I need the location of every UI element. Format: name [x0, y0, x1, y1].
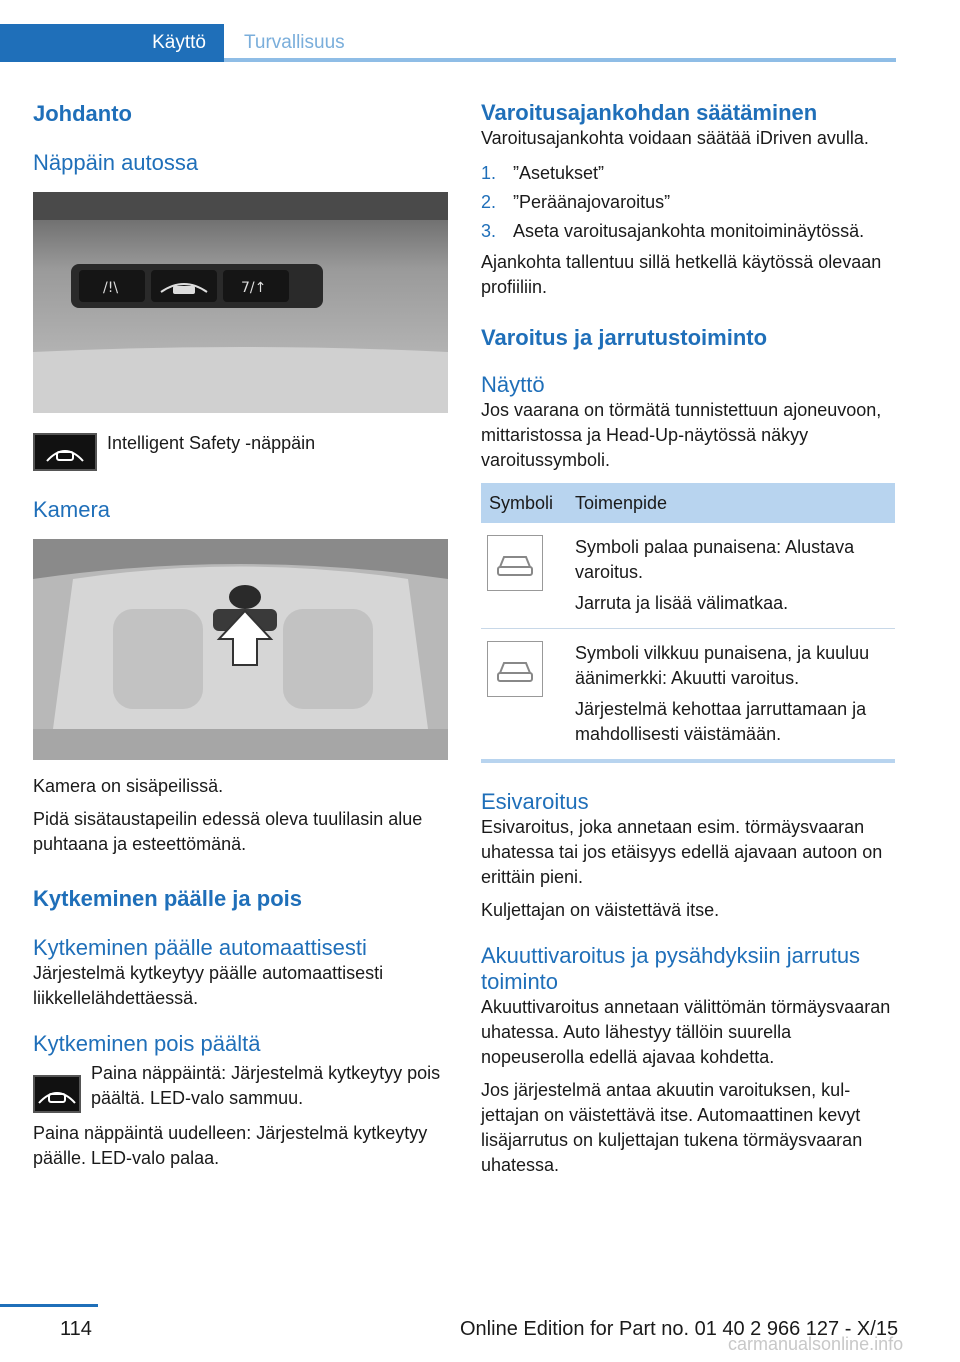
- on-again-text: Paina näppäintä uudelleen: Järjestelmä kytkeytyy päälle. LED-valo palaa.: [33, 1123, 428, 1168]
- symbol-table: [481, 483, 895, 759]
- profile-save-text: Ajankohta tallentuu sillä hetkellä käytössä olevaan profiiliin.: [481, 252, 882, 297]
- step-item: 2. ”Peräänajovaroitus”: [481, 192, 671, 212]
- settings-steps: [481, 161, 895, 244]
- edition-text: Online Edition for Part no. 01 40 2 966 127 - X/15: [460, 1318, 899, 1340]
- row2-text-2: Järjestelmä kehottaa jarruttamaan ja mahdollisesti väistämään.: [575, 699, 867, 744]
- watermark: carmanualsonline.info: [728, 1334, 904, 1354]
- camera-location-text: Kamera on sisäpeilissä.: [33, 776, 224, 796]
- row1-text-1: Symboli palaa punaisena: Alustava varoitus.: [575, 537, 855, 582]
- svg-text:7/↑: 7/↑: [241, 280, 267, 296]
- heading-akuuttivaroitus: Akuuttivaroitus ja pysähdyksiin jarrutus toiminto: [481, 943, 861, 994]
- intelligent-safety-icon: [33, 1075, 81, 1113]
- col-symboli: Symboli: [481, 483, 567, 523]
- heading-naytto: Näyttö: [481, 372, 545, 397]
- car-warning-icon: [487, 641, 543, 697]
- pre-warning-text: Esivaroitus, joka annetaan esim. törmäysvaaran uhatessa tai jos etäisyys edellä ajavaan autoon on erittäin pieni.: [481, 817, 883, 887]
- right-column: [481, 100, 895, 1178]
- off-caption: Paina näppäintä: Järjestelmä kytkeytyy pois päältä. LED-valo sammuu.: [91, 1063, 441, 1108]
- col-toimenpide: Toimenpide: [567, 483, 895, 523]
- table-bottom-rule: [481, 759, 895, 763]
- left-column: [33, 100, 448, 1171]
- step-item: 1. ”Asetukset”: [481, 163, 605, 183]
- tab-kaytto-label: Käyttö: [152, 32, 206, 53]
- row2-text-1: Symboli vilkkuu punaisena, ja kuuluu äänimerkki: Akuutti varoitus.: [575, 643, 870, 688]
- button-caption-row: [33, 433, 448, 471]
- heading-varoitus-jarrutus: Varoitus ja jarrutustoiminto: [481, 325, 768, 350]
- car-warning-icon: [487, 535, 543, 591]
- camera-keep-clean-text: Pidä sisätaustapeilin edessä oleva tuulilasin alue puhtaana ja esteettömänä.: [33, 809, 423, 854]
- header-divider: [224, 58, 896, 62]
- heading-kytkeminen: Kytkeminen päälle ja pois: [33, 886, 302, 911]
- step-item: 3. Aseta varoitusajankohta monitoiminäytössä.: [481, 221, 865, 241]
- chapter-header: [0, 24, 960, 62]
- button-panel-photo: [33, 192, 448, 413]
- heading-automaattisesti: Kytkeminen päälle automaattisesti: [33, 935, 367, 960]
- table-header-row: [481, 483, 895, 523]
- footer-rule: [0, 1304, 98, 1307]
- heading-varoitusajankohta: Varoitusajankohdan säätäminen: [481, 100, 818, 125]
- display-text: Jos vaarana on törmätä tunnistettuun ajoneuvoon, mittaristossa ja Head-Up-näytössä näkyy varoitussymboli.: [481, 400, 882, 470]
- heading-pois-paalta: Kytkeminen pois päältä: [33, 1031, 261, 1056]
- table-row: [481, 523, 895, 629]
- off-caption-row: [33, 1061, 448, 1113]
- heading-johdanto: Johdanto: [33, 101, 132, 126]
- svg-text:/!\: /!\: [103, 280, 119, 296]
- pre-warning-driver-text: Kuljettajan on väistettävä itse.: [481, 900, 720, 920]
- row1-text-2: Jarruta ja lisää välimatkaa.: [575, 593, 789, 613]
- acute-warning-text: Akuuttivaroitus annetaan välittömän törmäysvaaran uhatessa. Auto lähestyy tällöin suurella nopeuserolla edellä ajavaa kohdetta.: [481, 997, 891, 1067]
- acute-warning-driver-text: Jos järjestelmä antaa akuutin varoituksen, kuljettajan on väistettävä itse. Automaattinen kevyt lisäjarrutus on kuljettajan tukena törmäysvaaran uhatessa.: [481, 1080, 863, 1175]
- tab-turvallisuus[interactable]: Turvallisuus: [244, 32, 345, 53]
- heading-nappain-autossa: Näppäin autossa: [33, 150, 199, 175]
- warn-time-text: Varoitusajankohta voidaan säätää iDriven avulla.: [481, 128, 869, 148]
- heading-esivaroitus: Esivaroitus: [481, 789, 589, 814]
- page-number: 114: [60, 1318, 92, 1340]
- table-row: [481, 629, 895, 760]
- heading-kamera: Kamera: [33, 497, 111, 522]
- auto-switch-text: Järjestelmä kytkeytyy päälle automaattisesti liikkellelähdettäessä.: [33, 963, 384, 1008]
- intelligent-safety-icon: [33, 433, 97, 471]
- tab-kaytto[interactable]: [0, 24, 224, 62]
- button-caption: Intelligent Safety -näppäin: [107, 433, 316, 453]
- camera-photo: [33, 539, 448, 760]
